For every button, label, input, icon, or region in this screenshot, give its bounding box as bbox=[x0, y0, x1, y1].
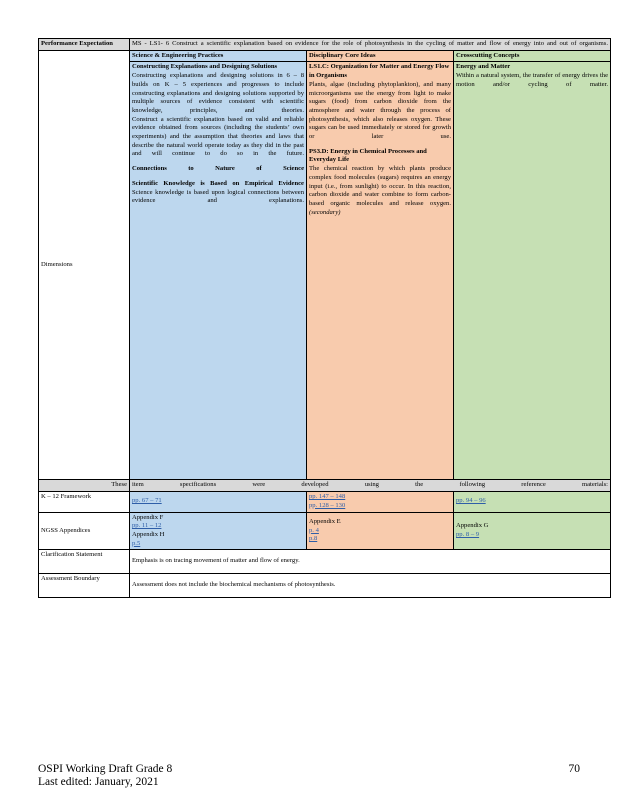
sep-content bbox=[130, 62, 307, 480]
framework-dci bbox=[307, 492, 454, 512]
page-number: 70 bbox=[568, 763, 580, 775]
sep-heading: Science & Engineering Practices bbox=[130, 50, 307, 62]
performance-expectation-row bbox=[39, 39, 611, 51]
dci-heading: Disciplinary Core Ideas bbox=[307, 50, 454, 62]
framework-sep-link[interactable]: pp. 67 – 71 bbox=[132, 497, 162, 505]
boundary-row bbox=[39, 574, 611, 598]
dci-bullet-1: Plants, algae (including phytoplankton), and many microorganisms use the energy from light to make sugars (food) from carbon dioxide from the atmosphere and water through the process of photosynthesis, which also releases oxygen. These sugars can be used immediately or stored for growth or later use. bbox=[309, 80, 451, 141]
appendix-e-link-2[interactable]: p.8 bbox=[309, 535, 318, 543]
dci-sub-ls1c: LS1.C: Organization for Matter and Energy Flow in Organisms bbox=[309, 63, 450, 80]
sep-bullet-1: Construct a scientific explanation based on valid and reliable evidence obtained from sources (including the students’ own experiments) and the assumption that theories and laws that describe the natural world operate today as they did in the past and will continue to do so in the future. bbox=[132, 115, 304, 158]
appendix-f-title: Appendix F bbox=[132, 513, 164, 521]
ccc-bullet-1: Within a natural system, the transfer of energy drives the motion and/or cycling of matter. bbox=[456, 72, 609, 88]
sep-bullet-2: Science knowledge is based upon logical connections between evidence and explanations. bbox=[132, 188, 304, 205]
dimension-headers-row bbox=[39, 50, 611, 62]
dci-bullet-2: The chemical reaction by which plants produce complex food molecules (sugars) requires an energy input (i.e., from sunlight) to occur. In this reaction, carbon dioxide and water combine to form carbon-based organic molecules and release oxygen. bbox=[309, 165, 451, 207]
appendices-row bbox=[39, 512, 611, 550]
framework-sep bbox=[130, 492, 307, 512]
footer bbox=[38, 763, 172, 789]
sep-para: Constructing explanations and designing solutions in 6 – 8 builds on K – 5 experiences and progresses to include constructing explanations and designing solutions supported by multiple sources of evidence consistent with scientific knowledge, principles, and theories. bbox=[132, 72, 304, 114]
specs-left: These bbox=[39, 480, 130, 492]
ccc-heading: Crosscutting Concepts bbox=[454, 50, 611, 62]
boundary-label: Assessment Boundary bbox=[39, 574, 130, 598]
perf-text: MS - LS1- 6 Construct a scientific explanation based on evidence for the role of photosynthesis in the cycling of matter and flow of energy into and out of organisms. bbox=[130, 39, 611, 51]
sep-sub-constructing: Constructing Explanations and Designing Solutions bbox=[132, 63, 278, 71]
appendices-label: NGSS Appendices bbox=[39, 512, 130, 550]
footer-draft: OSPI Working Draft Grade 8 bbox=[38, 763, 173, 775]
ccc-sub-energy: Energy and Matter bbox=[456, 63, 511, 71]
appendix-g-link[interactable]: pp. 8 – 9 bbox=[456, 530, 480, 538]
perf-label: Performance Expectation bbox=[39, 39, 130, 51]
sep-sub-connections: Connections to Nature of Science bbox=[132, 165, 304, 173]
footer-edited: Last edited: January, 2021 bbox=[38, 776, 159, 789]
dci-content bbox=[307, 62, 454, 480]
appendices-ccc bbox=[454, 512, 611, 550]
appendices-dci bbox=[307, 512, 454, 550]
specs-text: item specifications were developed using the following reference materials: bbox=[130, 480, 611, 492]
ccc-content bbox=[454, 62, 611, 480]
specs-row bbox=[39, 480, 611, 492]
dci-secondary-note: (secondary) bbox=[309, 208, 341, 216]
appendix-h-title: Appendix H bbox=[132, 530, 165, 538]
boundary-text: Assessment does not include the biochemical mechanisms of photosynthesis. bbox=[130, 574, 611, 598]
framework-dci-link-1[interactable]: pp. 147 – 148 bbox=[309, 493, 346, 501]
clarification-text: Emphasis is on tracing movement of matter and flow of energy. bbox=[130, 550, 611, 574]
framework-dci-link-2[interactable]: pp. 128 – 130 bbox=[309, 501, 346, 509]
appendix-e-title: Appendix E bbox=[309, 517, 341, 525]
sep-sub-knowledge: Scientific Knowledge is Based on Empirical Evidence bbox=[132, 179, 304, 187]
dimensions-label: Dimensions bbox=[39, 50, 130, 480]
spec-table bbox=[38, 38, 611, 598]
appendix-e-link-1[interactable]: p. 4 bbox=[309, 526, 319, 534]
appendix-f-link[interactable]: pp. 11 – 12 bbox=[132, 522, 162, 530]
clarification-row bbox=[39, 550, 611, 574]
framework-label: K – 12 Framework bbox=[39, 492, 130, 512]
framework-ccc-link[interactable]: pp. 94 – 96 bbox=[456, 497, 486, 505]
framework-ccc bbox=[454, 492, 611, 512]
dci-sub-ps3d: PS3.D: Energy in Chemical Processes and Everyday Life bbox=[309, 147, 427, 164]
appendices-sep bbox=[130, 512, 307, 550]
appendix-g-title: Appendix G bbox=[456, 522, 489, 530]
framework-row bbox=[39, 492, 611, 512]
appendix-h-link[interactable]: p.5 bbox=[132, 539, 141, 547]
clarification-label: Clarification Statement bbox=[39, 550, 130, 574]
